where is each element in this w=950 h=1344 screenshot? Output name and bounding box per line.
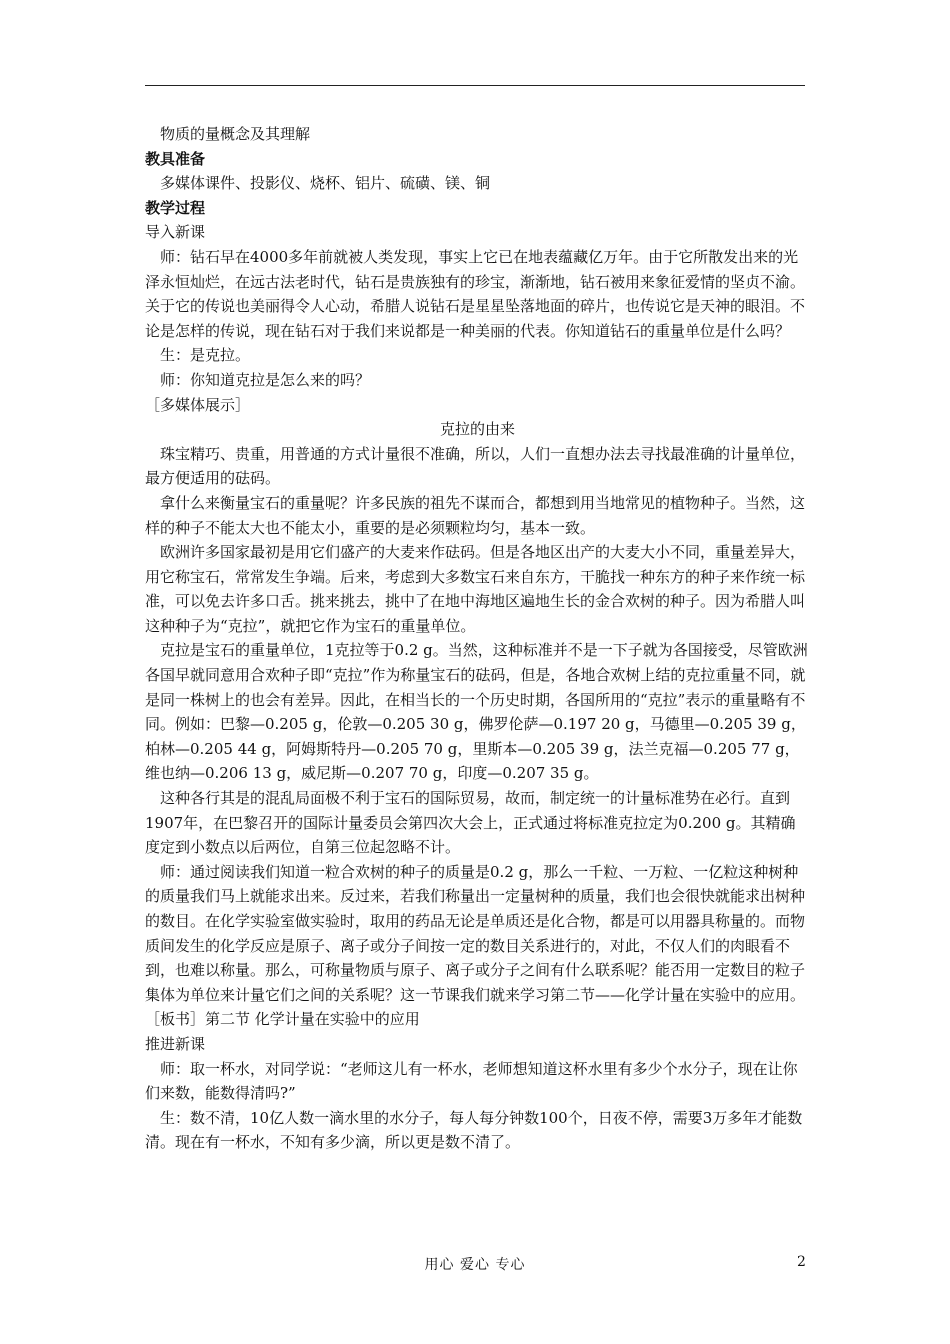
section-heading: 教学过程 xyxy=(145,198,206,217)
paragraph: 欧洲许多国家最初是用它们盛产的大麦来作砝码。但是各地区出产的大麦大小不同，重量差异大，用它称宝石，常常发生争端。后来，考虑到大多数宝石来自东方，干脆找一种东方的种子来作统一标准，可以免去许多口舌。挑来挑去，挑中了在地中海地区遍地生长的金合欢树的种子。因为希腊人叫这种种子为“克拉”，就把它作为宝石的重量单位。 xyxy=(145,543,806,635)
paragraph: 多媒体课件、投影仪、烧杯、铝片、硫磺、镁、铜 xyxy=(160,174,491,193)
header-rule xyxy=(145,85,805,86)
paragraph: 物质的量概念及其理解 xyxy=(160,125,311,143)
paragraph: 生：数不清，10亿人数一滴水里的水分子，每人每分钟数100个，日夜不停，需要3万多年才能数清。现在有一杯水，不知有多少滴，所以更是数不清了。 xyxy=(145,1108,803,1152)
paragraph: 这种各行其是的混乱局面极不利于宝石的国际贸易，故而，制定统一的计量标准势在必行。直到1907年，在巴黎召开的国际计量委员会第四次大会上，正式通过将标准克拉定为0.200 g。其精确度定到小数点以后两位，自第三位起忽略不计。 xyxy=(145,789,796,857)
subsection-label: 推进新课 xyxy=(145,1034,206,1053)
paragraph: 师：取一杯水，对同学说：“老师这儿有一杯水，老师想知道这杯水里有多少个水分子，现在让你们来数，能数得清吗?” xyxy=(145,1059,798,1103)
subsection-label: 导入新课 xyxy=(145,223,206,242)
paragraph: 拿什么来衡量宝石的重量呢？许多民族的祖先不谋而合，都想到用当地常见的植物种子。当然，这样的种子不能太大也不能太小，重要的是必须颗粒均匀，基本一致。 xyxy=(145,493,806,537)
paragraph: 克拉是宝石的重量单位，1克拉等于0.2 g。当然，这种标准并不是一下子就为各国接受，尽管欧洲各国早就同意用合欢种子即“克拉”作为称量宝石的砝码，但是，各地合欢树上结的克拉重量不同，就是同一株树上的也会有差异。因此，在相当长的一个历史时期，各国所用的“克拉”表示的重量略有不同。例如：巴黎—0.205 g，伦敦—0.205 30 g，佛罗伦萨—0.197 20 g，马德里—0.205 39 g，柏林—0.205 44 g，阿姆斯特丹—0.205 70 g，里斯本—0.205 39 g，法兰克福—0.205 77 g，维也纳—0.206 13 g，威尼斯—0.207 70 g，印度—0.207 35 g。 xyxy=(145,641,808,783)
paragraph: 珠宝精巧、贵重，用普通的方式计量很不准确，所以，人们一直想办法去寻找最准确的计量单位，最方便适用的砝码。 xyxy=(145,444,806,488)
paragraph: 师：通过阅读我们知道一粒合欢树的种子的质量是0.2 g，那么一千粒、一万粒、一亿粒这种树种的质量我们马上就能求出来。反过来，若我们称量出一定量树种的质量，我们也会很快就能求出树种的数目。在化学实验室做实验时，取用的药品无论是单质还是化合物，都是可以用器具称量的。而物质间发生的化学反应是原子、离子或分子间按一定的数目关系进行的，对此，不仅人们的肉眼看不到，也难以称量。那么，可称量物质与原子、离子或分子之间有什么联系呢？能否用一定数目的粒子集体为单位来计量它们之间的关系呢？这一节课我们就来学习第二节——化学计量在实验中的应用。 xyxy=(145,862,806,1004)
paragraph: 生：是克拉。 xyxy=(160,346,251,365)
page-number: 2 xyxy=(797,1254,806,1270)
bracket-label: ［多媒体展示］ xyxy=(145,395,251,414)
document-body xyxy=(145,122,810,1155)
centered-title: 克拉的由来 xyxy=(439,420,515,439)
bracket-label: ［板书］第二节 化学计量在实验中的应用 xyxy=(145,1010,420,1029)
footer-motto: 用心 爱心 专心 xyxy=(424,1257,526,1273)
paragraph: 师：你知道克拉是怎么来的吗？ xyxy=(160,370,371,389)
section-heading: 教具准备 xyxy=(145,149,206,168)
paragraph: 师：钻石早在4000多年前就被人类发现，事实上它已在地表蕴藏亿万年。由于它所散发出来的光泽永恒灿烂，在远古法老时代，钻石是贵族独有的珍宝，渐渐地，钻石被用来象征爱情的坚贞不渝。关于它的传说也美丽得令人心动，希腊人说钻石是星星坠落地面的碎片，也传说它是天神的眼泪。不论是怎样的传说，现在钻石对于我们来说都是一种美丽的代表。你知道钻石的重量单位是什么吗？ xyxy=(145,247,806,340)
